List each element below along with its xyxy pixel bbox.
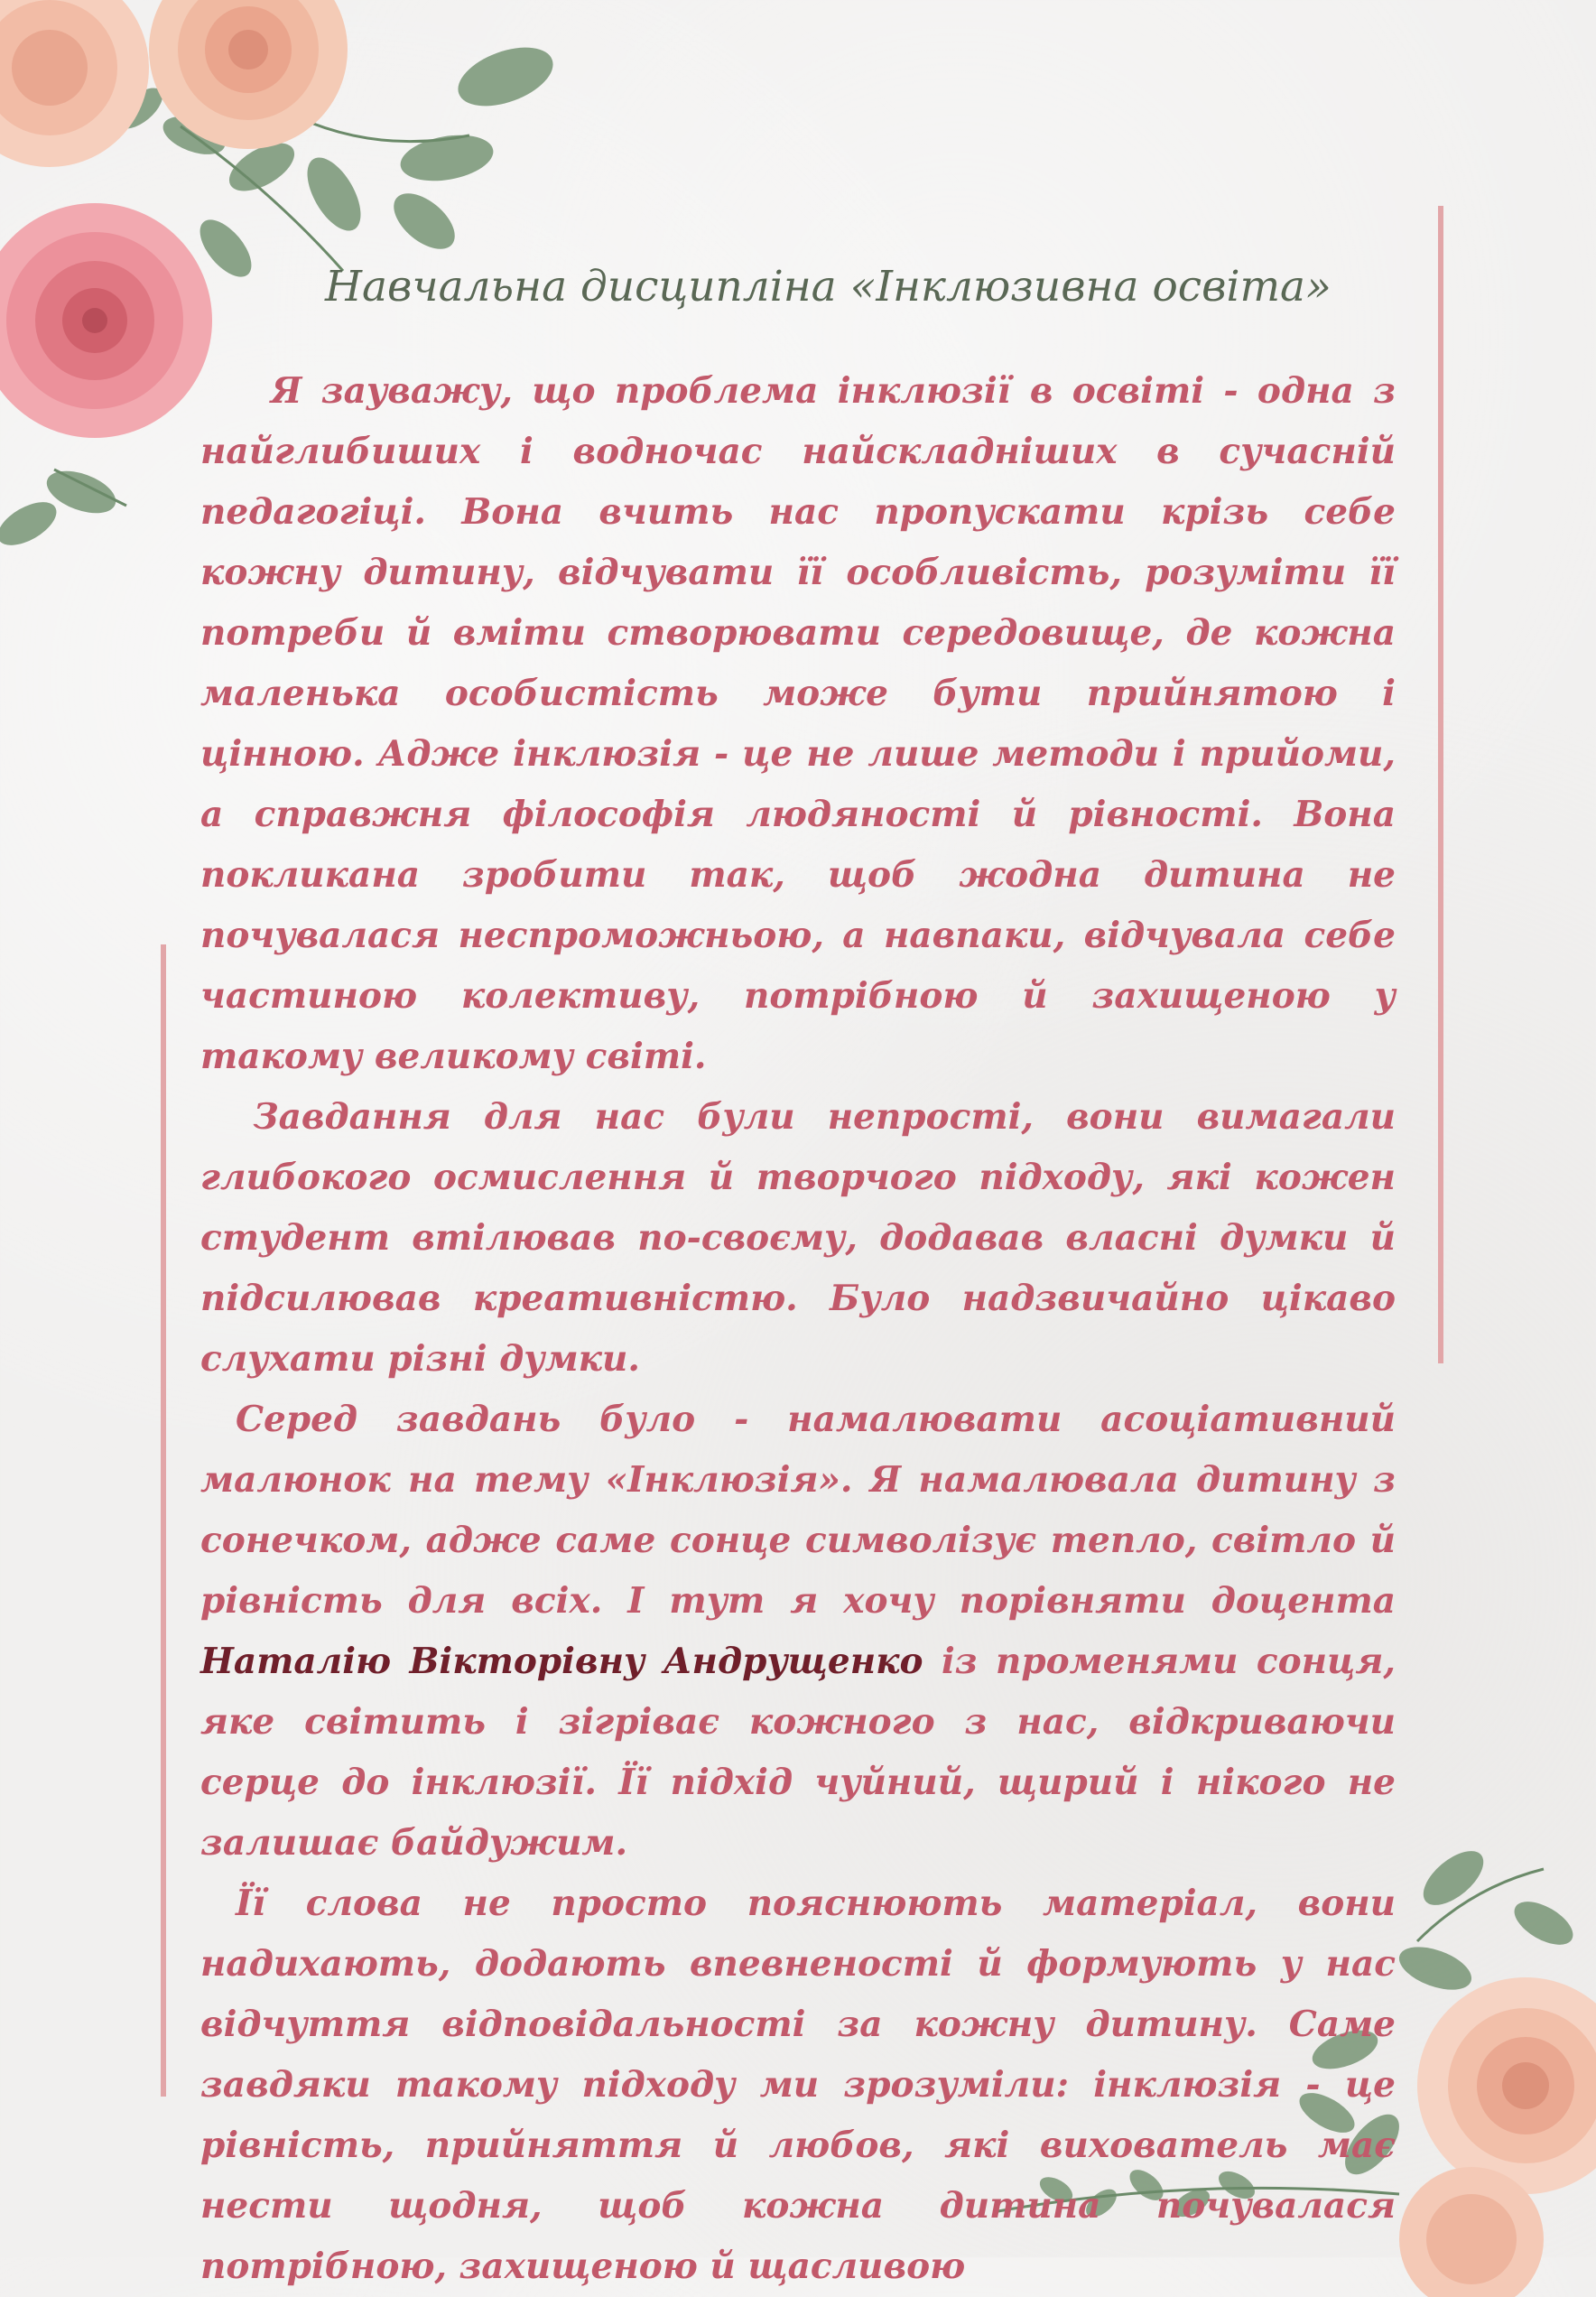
decorative-line-right bbox=[1438, 206, 1443, 1363]
paragraph-2 bbox=[200, 1087, 1396, 1390]
document-body bbox=[200, 361, 1396, 2297]
paragraph-1 bbox=[200, 361, 1396, 1087]
paragraph-1-text: Я зауважу, що проблема інклюзії в освіті - одна з найглибиших і водночас найскладніших в сучасній педагогіці. Вона вчить нас пропускати крізь себе кожну дитину, відчувати її особливість, розуміти її потреби й вміти створювати середовище, де кожна маленька особистість може бути прийнятою і цінною. Адже інклюзія - це не лише методи і прийоми, а справжня філософія людяності й рівності. Вона покликана зробити так, щоб жодна дитина не почувалася неспроможньою, а навпаки, відчувала себе частиною колективу, потрібною й захищеною у такому великому світі. bbox=[200, 370, 1396, 1077]
paragraph-2-text: Завдання для нас були непрості, вони вимагали глибокого осмислення й творчого підходу, які кожен студент втілював по-своєму, додавав власні думки й підсилював креативністю. Було надзвичайно цікаво слухати різні думки. bbox=[200, 1096, 1396, 1380]
document-title: Навчальна дисципліна «Інклюзивна освіта» bbox=[325, 262, 1332, 312]
decorative-line-left bbox=[161, 944, 166, 2097]
paragraph-4 bbox=[200, 1874, 1396, 2297]
paragraph-3-text-end: із променями сонця, яке світить і зігріває кожного з нас, відкриваючи серце до інклюзії. Її підхід чуйний, щирий і нікого не залишає байдужим. bbox=[200, 1641, 1396, 1864]
teacher-name: Наталію Вікторівну Андрущенко bbox=[200, 1641, 923, 1682]
paragraph-3-text-start: Серед завдань було - намалювати асоціативний малюнок на тему «Інклюзія». Я намалювала дитину з сонечком, адже саме сонце символізує тепло, світло й рівність для всіх. І тут я хочу порівняти доцента bbox=[200, 1399, 1396, 1622]
paragraph-4-text: Її слова не просто пояснюють матеріал, вони надихають, додають впевненості й формують у нас відчуття відповідальності за кожну дитину. Саме завдяки такому підходу ми зрозуміли: інклюзія - це рівність, прийняття й любов, які вихователь має нести щодня, щоб кожна дитина почувалася потрібною, захищеною й щасливою bbox=[200, 1883, 1396, 2287]
paragraph-3 bbox=[200, 1390, 1396, 1874]
